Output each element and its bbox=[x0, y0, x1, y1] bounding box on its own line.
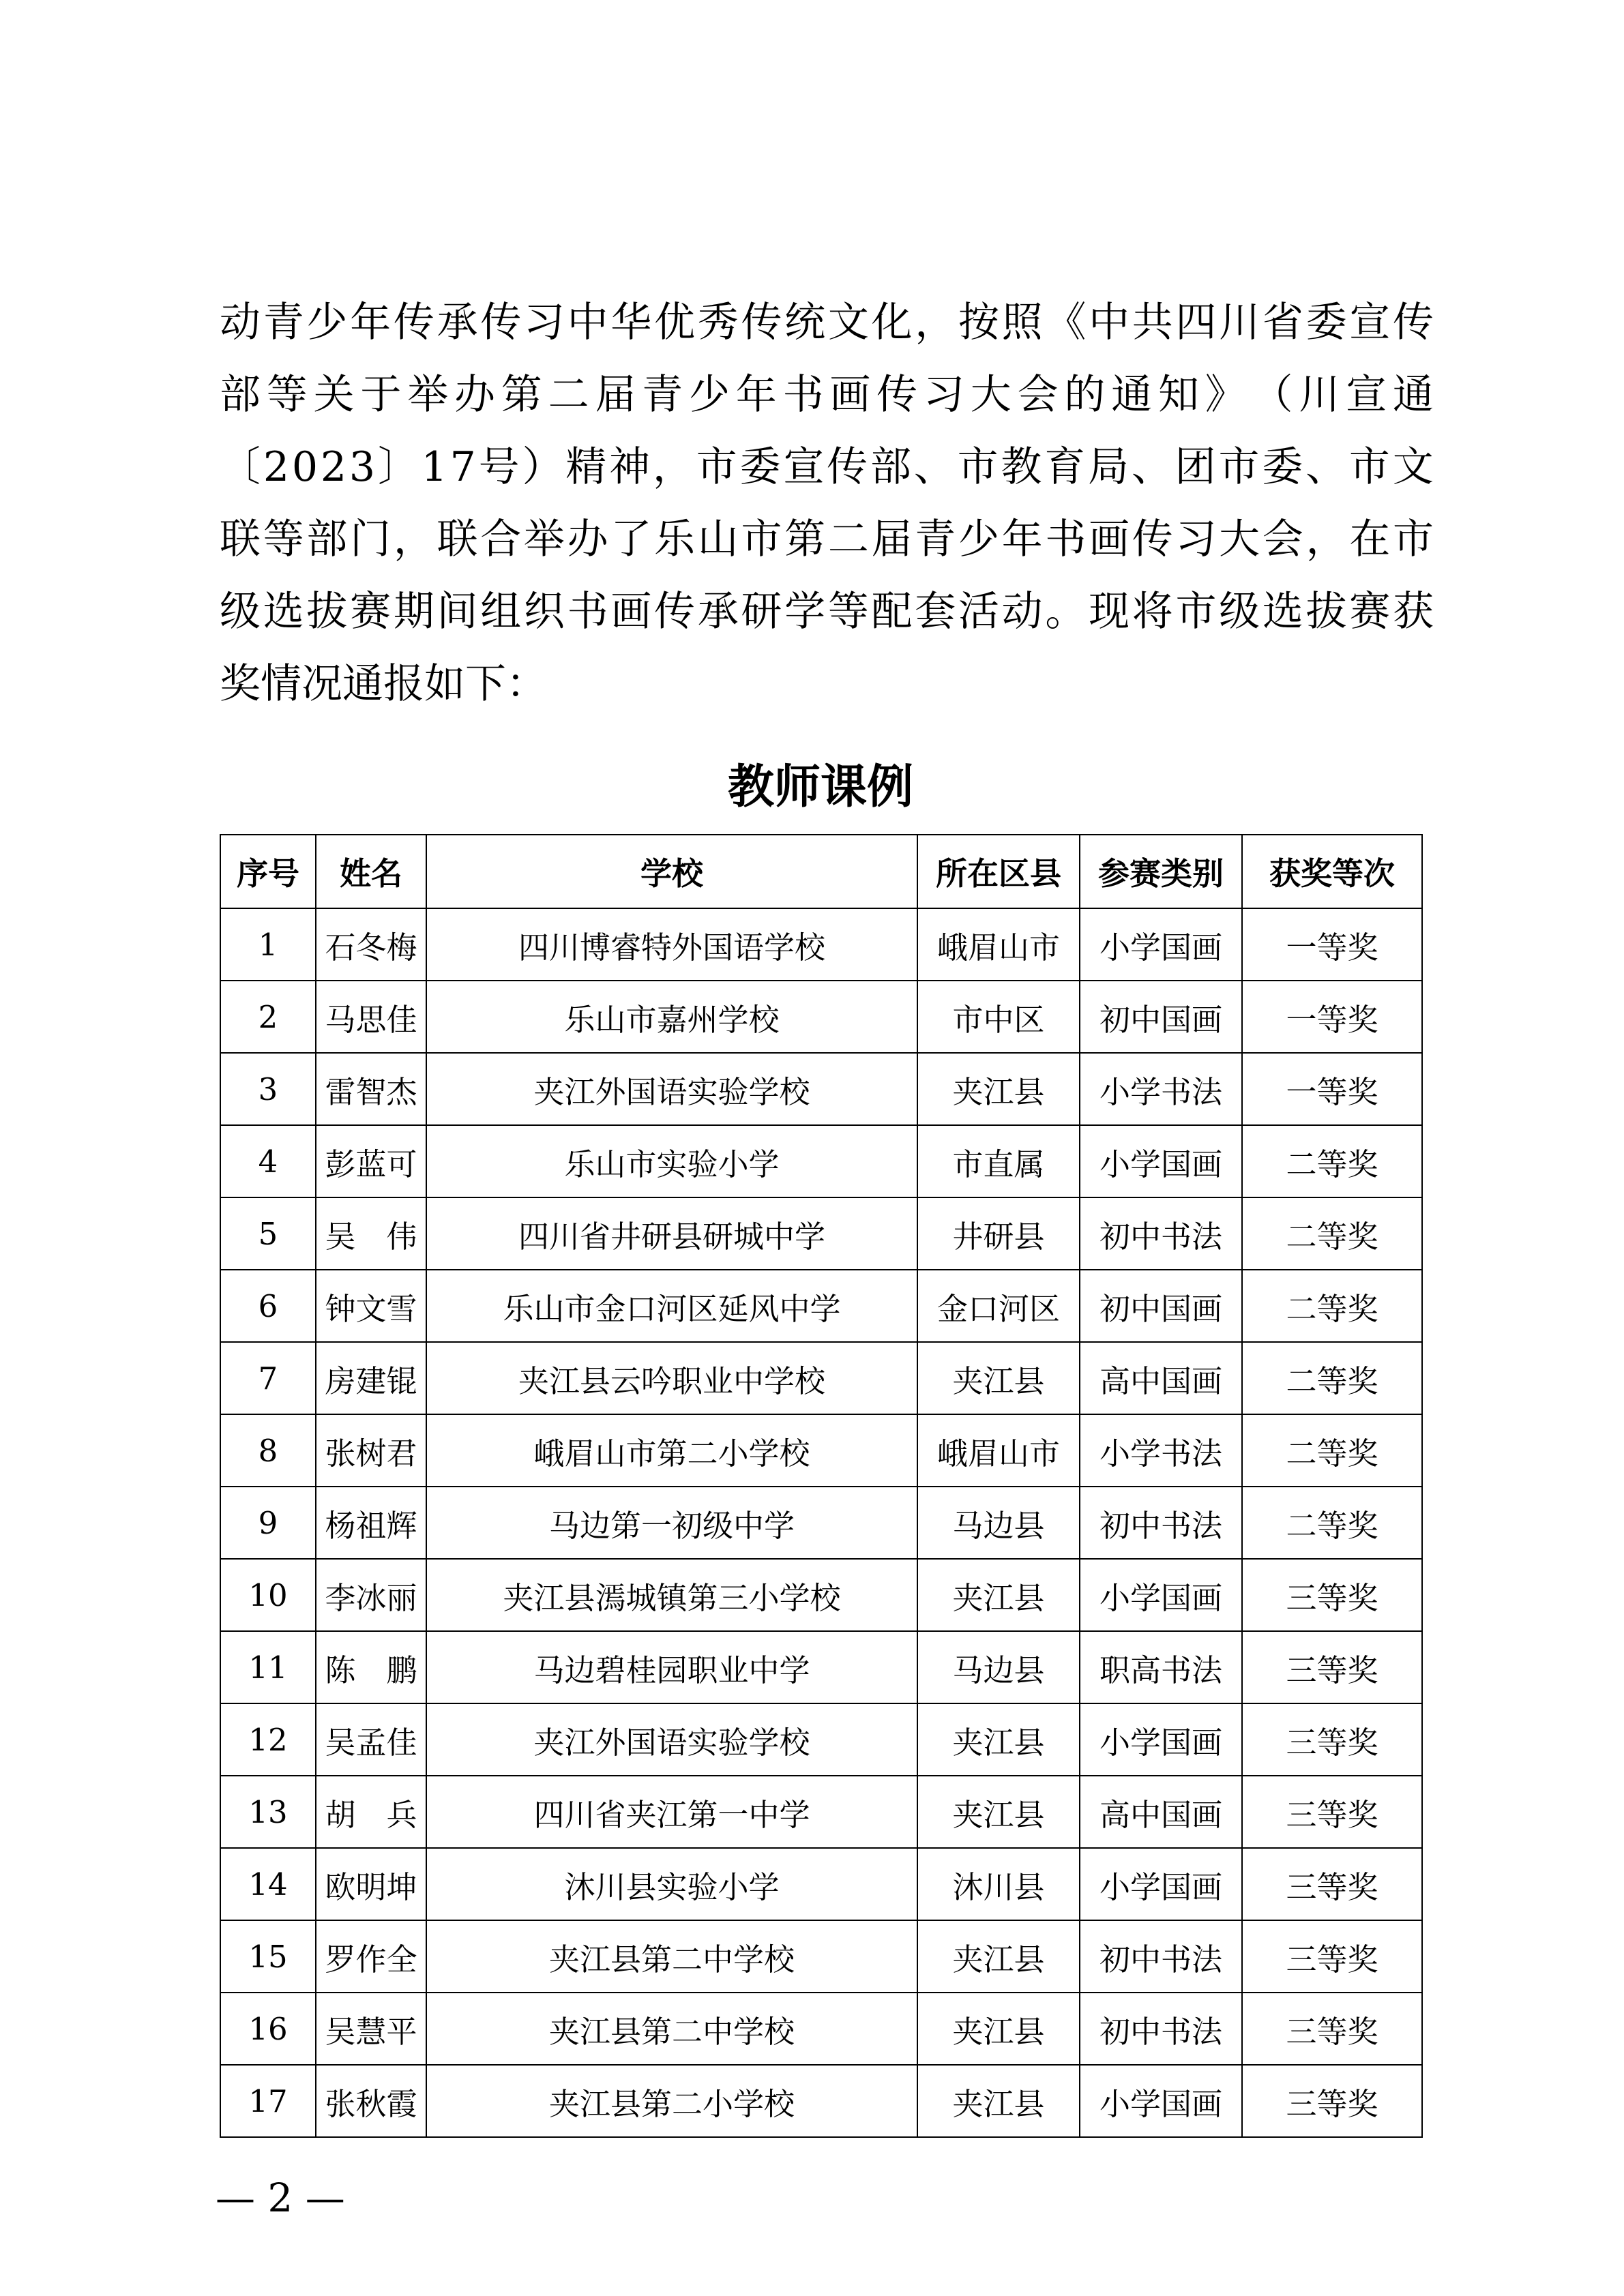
cell-index: 10 bbox=[220, 1559, 316, 1631]
cell-name: 杨祖辉 bbox=[316, 1487, 426, 1559]
cell-category: 小学国画 bbox=[1080, 1703, 1242, 1776]
cell-name: 房建锟 bbox=[316, 1342, 426, 1414]
cell-school: 夹江县漹城镇第三小学校 bbox=[426, 1559, 917, 1631]
cell-index: 2 bbox=[220, 981, 316, 1053]
table-body bbox=[220, 908, 1422, 2137]
table-row bbox=[220, 1703, 1422, 1776]
cell-award-level: 三等奖 bbox=[1242, 1920, 1422, 1993]
cell-school: 乐山市金口河区延风中学 bbox=[426, 1270, 917, 1342]
body-line: 奖情况通报如下： bbox=[220, 660, 547, 708]
cell-category: 初中国画 bbox=[1080, 1270, 1242, 1342]
body-line: 部 等 关 于 举 办 第 二 届 青 少 年 书 画 传 习 大 会 的 通 知 》 （ 川 宣 通 bbox=[220, 371, 1434, 419]
cell-category: 初中书法 bbox=[1080, 1993, 1242, 2065]
cell-index: 16 bbox=[220, 1993, 316, 2065]
body-line: 动 青 少 年 传 承 传 习 中 华 优 秀 传 统 文 化 ， 按 照 《 中 共 四 川 省 委 宣 传 bbox=[220, 299, 1434, 346]
cell-index: 14 bbox=[220, 1848, 316, 1920]
body-line: 级 选 拔 赛 期 间 组 织 书 画 传 承 研 学 等 配 套 活 动 。 现 将 市 级 选 拔 赛 获 bbox=[220, 588, 1434, 636]
cell-school: 夹江县云吟职业中学校 bbox=[426, 1342, 917, 1414]
cell-index: 13 bbox=[220, 1776, 316, 1848]
table-row bbox=[220, 1053, 1422, 1125]
cell-name: 彭蓝可 bbox=[316, 1125, 426, 1197]
table-row bbox=[220, 1920, 1422, 1993]
cell-name: 吴孟佳 bbox=[316, 1703, 426, 1776]
cell-school: 夹江外国语实验学校 bbox=[426, 1053, 917, 1125]
cell-award-level: 三等奖 bbox=[1242, 1776, 1422, 1848]
cell-award-level: 二等奖 bbox=[1242, 1487, 1422, 1559]
cell-category: 小学书法 bbox=[1080, 1053, 1242, 1125]
cell-school: 峨眉山市第二小学校 bbox=[426, 1414, 917, 1487]
table-title: 教师课例 bbox=[727, 760, 913, 814]
cell-award-level: 三等奖 bbox=[1242, 1848, 1422, 1920]
cell-index: 15 bbox=[220, 1920, 316, 1993]
cell-category: 小学国画 bbox=[1080, 2065, 1242, 2137]
table-row bbox=[220, 1848, 1422, 1920]
table-row bbox=[220, 1776, 1422, 1848]
cell-category: 初中书法 bbox=[1080, 1487, 1242, 1559]
table-row bbox=[220, 1559, 1422, 1631]
table-row bbox=[220, 1487, 1422, 1559]
cell-district: 夹江县 bbox=[917, 1993, 1080, 2065]
cell-school: 夹江县第二小学校 bbox=[426, 2065, 917, 2137]
cell-award-level: 三等奖 bbox=[1242, 1703, 1422, 1776]
cell-category: 小学国画 bbox=[1080, 1848, 1242, 1920]
cell-name: 张秋霞 bbox=[316, 2065, 426, 2137]
cell-name: 陈 鹏 bbox=[316, 1631, 426, 1703]
cell-name: 吴慧平 bbox=[316, 1993, 426, 2065]
cell-index: 4 bbox=[220, 1125, 316, 1197]
cell-award-level: 三等奖 bbox=[1242, 1631, 1422, 1703]
cell-name: 李冰丽 bbox=[316, 1559, 426, 1631]
cell-district: 夹江县 bbox=[917, 1703, 1080, 1776]
table-row bbox=[220, 981, 1422, 1053]
cell-name: 欧明坤 bbox=[316, 1848, 426, 1920]
cell-school: 夹江县第二中学校 bbox=[426, 1993, 917, 2065]
table-row bbox=[220, 1197, 1422, 1270]
cell-index: 3 bbox=[220, 1053, 316, 1125]
cell-school: 四川省夹江第一中学 bbox=[426, 1776, 917, 1848]
body-paragraph bbox=[220, 286, 1434, 720]
table-row bbox=[220, 1993, 1422, 2065]
cell-district: 夹江县 bbox=[917, 1053, 1080, 1125]
cell-district: 金口河区 bbox=[917, 1270, 1080, 1342]
cell-category: 高中国画 bbox=[1080, 1776, 1242, 1848]
header-district: 所在区县 bbox=[917, 835, 1080, 908]
page-number: — 2 — bbox=[216, 2175, 345, 2221]
cell-district: 井研县 bbox=[917, 1197, 1080, 1270]
cell-school: 乐山市实验小学 bbox=[426, 1125, 917, 1197]
cell-index: 12 bbox=[220, 1703, 316, 1776]
cell-school: 四川博睿特外国语学校 bbox=[426, 908, 917, 981]
table-row bbox=[220, 2065, 1422, 2137]
cell-award-level: 三等奖 bbox=[1242, 2065, 1422, 2137]
cell-category: 职高书法 bbox=[1080, 1631, 1242, 1703]
cell-school: 乐山市嘉州学校 bbox=[426, 981, 917, 1053]
cell-district: 沐川县 bbox=[917, 1848, 1080, 1920]
cell-index: 7 bbox=[220, 1342, 316, 1414]
cell-district: 峨眉山市 bbox=[917, 908, 1080, 981]
cell-school: 沐川县实验小学 bbox=[426, 1848, 917, 1920]
header-category: 参赛类别 bbox=[1080, 835, 1242, 908]
table-row bbox=[220, 1342, 1422, 1414]
table-header-row bbox=[220, 835, 1422, 908]
header-index: 序号 bbox=[220, 835, 316, 908]
cell-index: 6 bbox=[220, 1270, 316, 1342]
cell-category: 小学国画 bbox=[1080, 1559, 1242, 1631]
cell-name: 吴 伟 bbox=[316, 1197, 426, 1270]
cell-index: 1 bbox=[220, 908, 316, 981]
cell-index: 9 bbox=[220, 1487, 316, 1559]
cell-award-level: 一等奖 bbox=[1242, 981, 1422, 1053]
cell-name: 张树君 bbox=[316, 1414, 426, 1487]
cell-district: 夹江县 bbox=[917, 2065, 1080, 2137]
cell-category: 小学国画 bbox=[1080, 908, 1242, 981]
cell-district: 峨眉山市 bbox=[917, 1414, 1080, 1487]
cell-name: 钟文雪 bbox=[316, 1270, 426, 1342]
cell-school: 马边碧桂园职业中学 bbox=[426, 1631, 917, 1703]
table-row bbox=[220, 1270, 1422, 1342]
cell-category: 小学国画 bbox=[1080, 1125, 1242, 1197]
table-row bbox=[220, 1125, 1422, 1197]
cell-award-level: 三等奖 bbox=[1242, 1559, 1422, 1631]
cell-name: 雷智杰 bbox=[316, 1053, 426, 1125]
cell-award-level: 二等奖 bbox=[1242, 1342, 1422, 1414]
cell-index: 5 bbox=[220, 1197, 316, 1270]
table-row bbox=[220, 1414, 1422, 1487]
cell-district: 市中区 bbox=[917, 981, 1080, 1053]
cell-school: 夹江县第二中学校 bbox=[426, 1920, 917, 1993]
cell-index: 17 bbox=[220, 2065, 316, 2137]
header-award-level: 获奖等次 bbox=[1242, 835, 1422, 908]
cell-district: 夹江县 bbox=[917, 1776, 1080, 1848]
cell-category: 高中国画 bbox=[1080, 1342, 1242, 1414]
cell-district: 马边县 bbox=[917, 1631, 1080, 1703]
cell-district: 夹江县 bbox=[917, 1920, 1080, 1993]
table-row bbox=[220, 908, 1422, 981]
header-name: 姓名 bbox=[316, 835, 426, 908]
cell-category: 初中书法 bbox=[1080, 1197, 1242, 1270]
cell-award-level: 二等奖 bbox=[1242, 1414, 1422, 1487]
cell-category: 初中书法 bbox=[1080, 1920, 1242, 1993]
cell-name: 胡 兵 bbox=[316, 1776, 426, 1848]
cell-name: 罗作全 bbox=[316, 1920, 426, 1993]
awards-table bbox=[220, 834, 1423, 2138]
cell-category: 初中国画 bbox=[1080, 981, 1242, 1053]
cell-district: 市直属 bbox=[917, 1125, 1080, 1197]
cell-name: 石冬梅 bbox=[316, 908, 426, 981]
cell-school: 夹江外国语实验学校 bbox=[426, 1703, 917, 1776]
cell-district: 马边县 bbox=[917, 1487, 1080, 1559]
table-row bbox=[220, 1631, 1422, 1703]
cell-award-level: 三等奖 bbox=[1242, 1993, 1422, 2065]
cell-award-level: 二等奖 bbox=[1242, 1270, 1422, 1342]
cell-district: 夹江县 bbox=[917, 1342, 1080, 1414]
cell-category: 小学书法 bbox=[1080, 1414, 1242, 1487]
header-school: 学校 bbox=[426, 835, 917, 908]
cell-award-level: 一等奖 bbox=[1242, 908, 1422, 981]
body-line: 〔 2 0 2 3 〕 1 7 号 ） 精 神 ， 市 委 宣 传 部 、 市 教 育 局 、 团 市 委 、 市 文 bbox=[220, 443, 1434, 491]
cell-index: 8 bbox=[220, 1414, 316, 1487]
cell-award-level: 二等奖 bbox=[1242, 1197, 1422, 1270]
cell-award-level: 一等奖 bbox=[1242, 1053, 1422, 1125]
cell-name: 马思佳 bbox=[316, 981, 426, 1053]
cell-school: 四川省井研县研城中学 bbox=[426, 1197, 917, 1270]
cell-district: 夹江县 bbox=[917, 1559, 1080, 1631]
body-line: 联 等 部 门 ， 联 合 举 办 了 乐 山 市 第 二 届 青 少 年 书 画 传 习 大 会 ， 在 市 bbox=[220, 516, 1434, 563]
cell-index: 11 bbox=[220, 1631, 316, 1703]
cell-award-level: 二等奖 bbox=[1242, 1125, 1422, 1197]
cell-school: 马边第一初级中学 bbox=[426, 1487, 917, 1559]
